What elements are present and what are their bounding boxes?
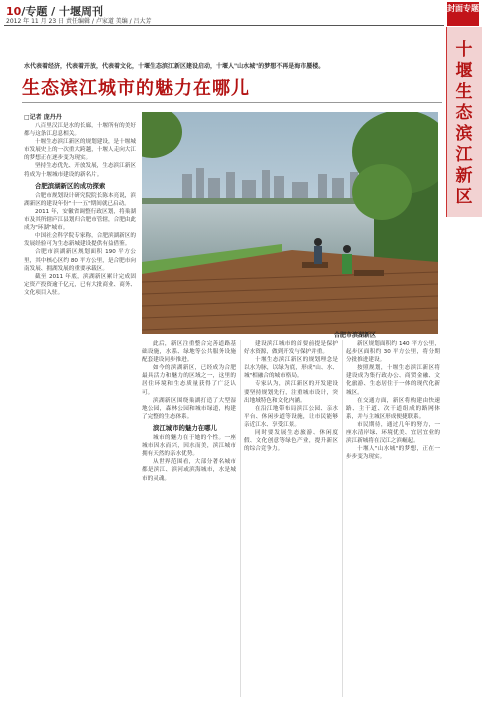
weekly-name: 十堰周刊 bbox=[59, 5, 104, 18]
paragraph: 坚持生态优先、开放发展，生态滨江新区将成为十堰城市建设的新名片。 bbox=[24, 163, 136, 178]
photo-caption: 合肥市滨湖新区 bbox=[334, 332, 377, 339]
paragraph: 城市的魅力在于她的个性。一座城市因水而兴，因水而美，滨江城市拥有天然的亲水优势。 bbox=[142, 435, 236, 458]
column-divider bbox=[342, 340, 343, 697]
paragraph: 在交通方面，新区将构建由快速路、主干道、次干道组成的路网体系，并与主城区形成便捷联系。 bbox=[346, 397, 440, 420]
paragraph: 中国社会科学院专家称，合肥滨湖新区的发展经验可为生态新城建设提供有益借鉴。 bbox=[24, 233, 136, 248]
header-rule bbox=[4, 25, 444, 26]
paragraph: 在沿江地带布局滨江公园、亲水平台、休闲步道等设施，让市民能够亲近江水、享受江景。 bbox=[244, 405, 338, 428]
paragraph: 2011 年，安徽省调整行政区划，将巢湖市及其所辖庐江县划归合肥市管辖，合肥由此成为"环湖"城市。 bbox=[24, 208, 136, 232]
paragraph: 从世界范围看，大部分著名城市都是滨江、滨河或滨海城市，水是城市的灵魂。 bbox=[142, 459, 236, 482]
paragraph: 截至 2011 年底，滨湖新区累计完成固定资产投资逾千亿元，已有大批商业、商务、文化项目入驻。 bbox=[24, 273, 136, 296]
dateline: 2012 年 11 月 23 日 责任编辑 / 卢家道 美编 / 吕大芳 bbox=[6, 18, 152, 25]
paragraph: 专家认为，滨江新区的开发建设要坚持规划先行，注重城市设计，突出地域特色和文化内涵。 bbox=[244, 381, 338, 404]
paragraph: 此后，新区注重整合完善道路基础设施，水系、绿地等公共服务设施配套建设同步推进。 bbox=[142, 341, 236, 364]
article-column-1 bbox=[24, 122, 136, 697]
section-tag: 封面专题 bbox=[447, 2, 479, 26]
byline: □记者 庞丹丹 bbox=[24, 114, 62, 121]
title-rule bbox=[22, 102, 442, 103]
paragraph: 新区规划面积约 140 平方公里，起步区面积约 30 平方公里，将分期分批推进建设。 bbox=[346, 341, 440, 364]
paragraph: 合肥市规划设计研究院院长陈本亮说，滨湖新区的建设年份"十一五"期间就已启动。 bbox=[24, 192, 136, 207]
header-section: 10/专题 / 十堰周刊 bbox=[6, 5, 104, 18]
paragraph: 十堰人"山水城"的梦想，正在一步步变为现实。 bbox=[346, 446, 440, 461]
paragraph: 十堰生态滨江新区的规划建设，是十堰城市发展史上的一次重大跨越，十堰人走向大江的梦想正在逐步变为现实。 bbox=[24, 139, 136, 162]
paragraph: 市民期待，通过几年的努力，一座水清岸绿、环境优美、宜居宜业的滨江新城将在汉江之滨崛起。 bbox=[346, 421, 440, 445]
feature-photo bbox=[142, 112, 438, 334]
paragraph: 滨湖新区围绕巢湖打造了大型湿地公园，森林公园和城市绿道，构建了完整的生态体系。 bbox=[142, 397, 236, 420]
paragraph: 合肥市滨湖新区规划面积 190 平方公里，其中核心区约 80 平方公里，是合肥市向南发展、拥湖发展的重要承载区。 bbox=[24, 249, 136, 272]
paragraph: 建设滨江城市的首要前提是保护好水资源，做到开发与保护并重。 bbox=[244, 341, 338, 356]
article-column-2 bbox=[142, 340, 236, 697]
side-title: 十堰生态滨江新区 bbox=[455, 40, 473, 207]
paragraph: 同时要发展生态旅游、休闲度假、文化创意等绿色产业，提升新区的综合竞争力。 bbox=[244, 430, 338, 453]
article-column-4 bbox=[346, 340, 440, 697]
subheading: 滨江城市的魅力在哪儿 bbox=[153, 423, 217, 432]
article-title: 生态滨江城市的魅力在哪儿 bbox=[22, 78, 250, 99]
section-name: 专题 bbox=[25, 5, 48, 18]
paragraph: 如今的滨湖新区，已经成为合肥最具活力和魅力的区域之一，这里的居住环境和生态质量获得了广泛认可。 bbox=[142, 365, 236, 396]
page-header bbox=[0, 0, 483, 30]
lead-paragraph: 水代表着经济，代表着开放，代表着文化，十堰生态滨江新区建设启动，十堰人"山水城"的梦想不再是海市蜃楼。 bbox=[24, 63, 325, 70]
paragraph: 十堰生态滨江新区的规划理念是以水为脉，以绿为底，形成"山、水、城"相融合的城市格局。 bbox=[244, 357, 338, 380]
paragraph: 八百里汉江是水的长廊，十堰所有的美好都与这条江息息相关。 bbox=[24, 123, 136, 138]
article-column-3 bbox=[244, 340, 338, 697]
subheading: 合肥滨湖新区的成功探索 bbox=[35, 181, 106, 190]
page-number: 10 bbox=[6, 5, 22, 18]
paragraph: 按照规划，十堰生态滨江新区将建设成为集行政办公、商贸金融、文化旅游、生态居住于一体的现代化新城区。 bbox=[346, 365, 440, 396]
column-divider bbox=[240, 340, 241, 697]
